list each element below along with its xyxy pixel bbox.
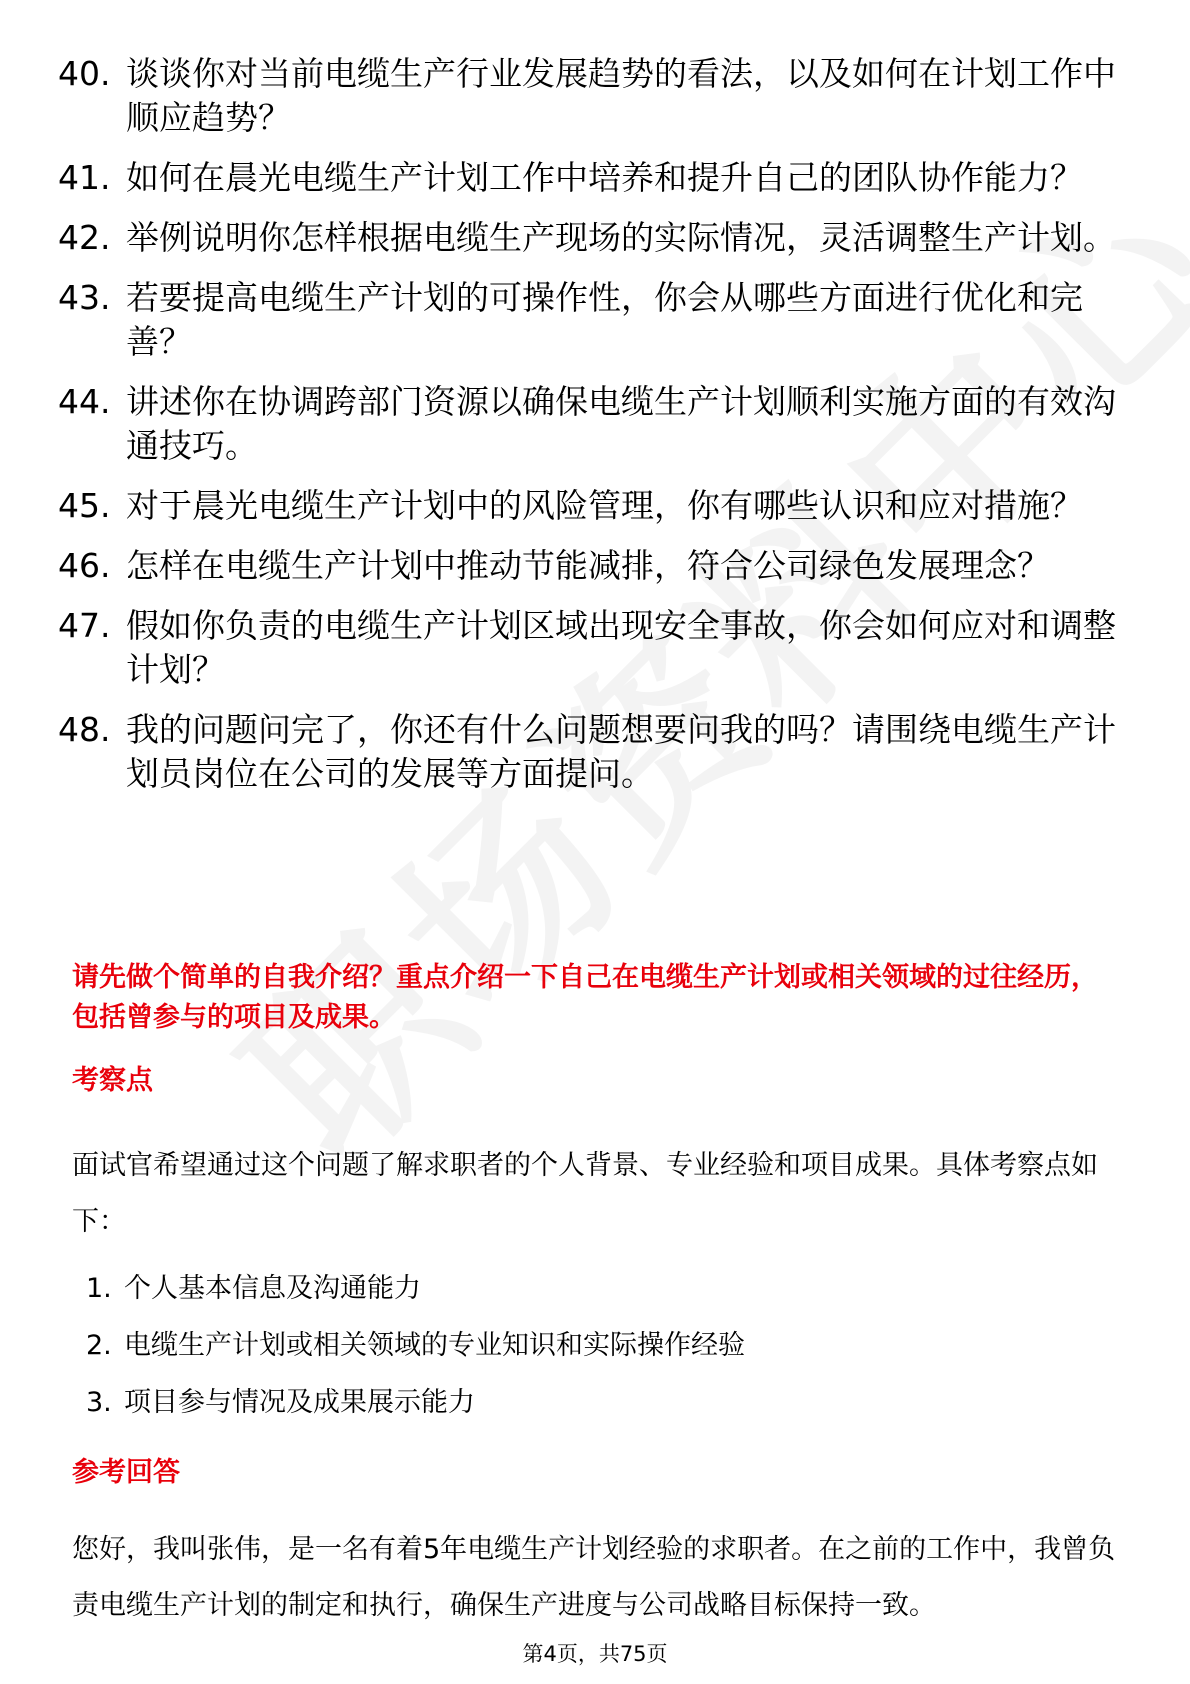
list-item <box>58 216 1118 260</box>
question-text: 讲述你在协调跨部门资源以确保电缆生产计划顺利实施方面的有效沟通技巧。 <box>126 382 1116 465</box>
assessment-points <box>86 1270 745 1441</box>
question-text: 怎样在电缆生产计划中推动节能减排，符合公司绿色发展理念？ <box>126 546 1050 585</box>
question-text: 如何在晨光电缆生产计划工作中培养和提升自己的团队协作能力？ <box>126 158 1083 197</box>
point-text: 个人基本信息及沟通能力 <box>124 1273 421 1304</box>
assessment-intro: 面试官希望通过这个问题了解求职者的个人背景、专业经验和项目成果。具体考察点如下： <box>72 1150 1098 1237</box>
question-number: 41. <box>58 158 111 197</box>
question-number: 47. <box>58 606 111 645</box>
point-number: 3. <box>86 1387 112 1418</box>
point-text: 电缆生产计划或相关领域的专业知识和实际操作经验 <box>124 1330 745 1361</box>
question-number: 46. <box>58 546 111 585</box>
list-item <box>58 52 1118 140</box>
list-item <box>58 708 1118 796</box>
assessment-heading: 考察点 <box>72 1065 153 1096</box>
question-number: 48. <box>58 710 111 749</box>
question-text: 若要提高电缆生产计划的可操作性，你会从哪些方面进行优化和完善？ <box>126 278 1083 361</box>
list-item <box>86 1270 745 1308</box>
point-number: 2. <box>86 1330 112 1361</box>
list-item <box>86 1384 745 1422</box>
point-number: 1. <box>86 1273 112 1304</box>
question-list <box>58 52 1118 812</box>
list-item <box>58 544 1118 588</box>
page-footer: 第4页，共75页 <box>522 1642 668 1666</box>
list-item <box>58 276 1118 364</box>
question-number: 44. <box>58 382 111 421</box>
answer-heading: 参考回答 <box>72 1457 180 1488</box>
question-text: 我的问题问完了，你还有什么问题想要问我的吗？请围绕电缆生产计划员岗位在公司的发展等方面提问。 <box>126 710 1116 793</box>
list-item <box>58 484 1118 528</box>
question-number: 45. <box>58 486 111 525</box>
list-item <box>58 380 1118 468</box>
question-text: 举例说明你怎样根据电缆生产现场的实际情况，灵活调整生产计划。 <box>126 218 1116 257</box>
question-text: 假如你负责的电缆生产计划区域出现安全事故，你会如何应对和调整计划？ <box>126 606 1116 689</box>
question-number: 40. <box>58 54 111 93</box>
point-text: 项目参与情况及成果展示能力 <box>124 1387 475 1418</box>
question-text: 对于晨光电缆生产计划中的风险管理，你有哪些认识和应对措施？ <box>126 486 1083 525</box>
list-item <box>86 1327 745 1365</box>
question-number: 42. <box>58 218 111 257</box>
answer-text: 您好，我叫张伟，是一名有着5年电缆生产计划经验的求职者。在之前的工作中，我曾负责电缆生产计划的制定和执行，确保生产进度与公司战略目标保持一致。 <box>72 1534 1116 1621</box>
list-item <box>58 604 1118 692</box>
highlight-question: 请先做个简单的自我介绍？重点介绍一下自己在电缆生产计划或相关领域的过往经历，包括曾参与的项目及成果。 <box>72 962 1098 1033</box>
question-text: 谈谈你对当前电缆生产行业发展趋势的看法，以及如何在计划工作中顺应趋势？ <box>126 54 1116 137</box>
list-item <box>58 156 1118 200</box>
question-number: 43. <box>58 278 111 317</box>
